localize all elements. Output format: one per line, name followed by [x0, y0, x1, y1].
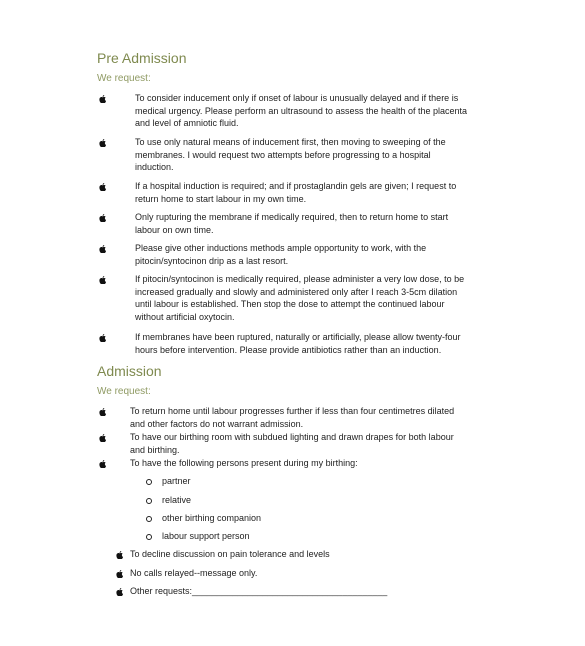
- apple-bullet-icon: [116, 550, 123, 562]
- list-item-line: without artificial oxytocin.: [135, 311, 235, 322]
- list-item-line: If a hospital induction is required; and if prostaglandin gels are given; I request to: [135, 181, 457, 191]
- apple-bullet-icon: [116, 587, 123, 599]
- person-item: labour support person: [162, 531, 250, 541]
- apple-bullet-icon: [99, 407, 106, 419]
- circle-bullet-icon: [146, 498, 152, 504]
- apple-bullet-icon: [99, 94, 106, 106]
- section-subheading-pre-admission: We request:: [97, 73, 151, 84]
- apple-bullet-icon: [99, 182, 106, 194]
- apple-bullet-icon: [99, 213, 106, 225]
- circle-bullet-icon: [146, 534, 152, 540]
- list-item-line: To consider inducement only if onset of labour is unusually delayed and if there is: [135, 93, 459, 103]
- list-item-line: To return home until labour progresses further if less than four centimetres dilated: [130, 406, 455, 416]
- list-item-line: No calls relayed--message only.: [130, 568, 258, 578]
- apple-bullet-icon: [99, 275, 106, 287]
- apple-bullet-icon: [99, 459, 106, 471]
- list-item-line: Other requests:_______________________________________: [130, 586, 388, 596]
- list-item-line: To have the following persons present during my birthing:: [130, 458, 358, 468]
- list-item-line: To have our birthing room with subdued lighting and drawn drapes for both labour: [130, 432, 454, 442]
- person-item: partner: [162, 476, 191, 486]
- list-item-line: labour on own time.: [135, 224, 214, 235]
- apple-bullet-icon: [99, 333, 106, 345]
- list-item-line: If pitocin/syntocinon is medically required, please administer a very low dose, to be: [135, 274, 465, 284]
- person-item: other birthing companion: [162, 513, 262, 523]
- list-item-line: and level of amniotic fluid.: [135, 118, 239, 128]
- list-item-line: and birthing.: [130, 444, 180, 455]
- list-item-line: return home to start labour in my own time.: [135, 193, 307, 204]
- apple-bullet-icon: [99, 138, 106, 150]
- section-heading-pre-admission: Pre Admission: [97, 50, 187, 66]
- person-item: relative: [162, 495, 192, 505]
- list-item-line: Please give other inductions methods ample opportunity to work, with the: [135, 243, 427, 253]
- list-item-line: increased gradually and slowly and administered only after I reach 3-5cm dilation: [135, 286, 458, 297]
- list-item-line: hours before intervention. Please provide antibiotics rather than an induction.: [135, 344, 442, 355]
- list-item-line: To decline discussion on pain tolerance and levels: [130, 549, 330, 559]
- list-item-line: Only rupturing the membrane if medically required, then to return home to start: [135, 212, 449, 222]
- circle-bullet-icon: [146, 516, 152, 522]
- list-item-line: If membranes have been ruptured, naturally or artificially, please allow twenty-four: [135, 332, 461, 342]
- list-item-line: until labour is established. Then stop the dose to attempt the continued labour: [135, 299, 445, 309]
- list-item-line: and other factors do not warrant admission.: [130, 418, 304, 429]
- circle-bullet-icon: [146, 479, 152, 485]
- list-item-line: membranes. I would request two attempts before progressing to a hospital: [135, 149, 431, 160]
- list-item-line: induction.: [135, 162, 174, 172]
- list-item-line: To use only natural means of inducement first, then moving to sweeping of the: [135, 137, 446, 147]
- section-heading-admission: Admission: [97, 363, 162, 379]
- apple-bullet-icon: [99, 433, 106, 445]
- list-item-line: pitocin/syntocinon drip as a last resort.: [135, 255, 289, 266]
- list-item-line: medical urgency. Please perform an ultrasound to assess the health of the placenta: [135, 105, 468, 116]
- apple-bullet-icon: [99, 244, 106, 256]
- section-subheading-admission: We request:: [97, 386, 151, 397]
- apple-bullet-icon: [116, 569, 123, 581]
